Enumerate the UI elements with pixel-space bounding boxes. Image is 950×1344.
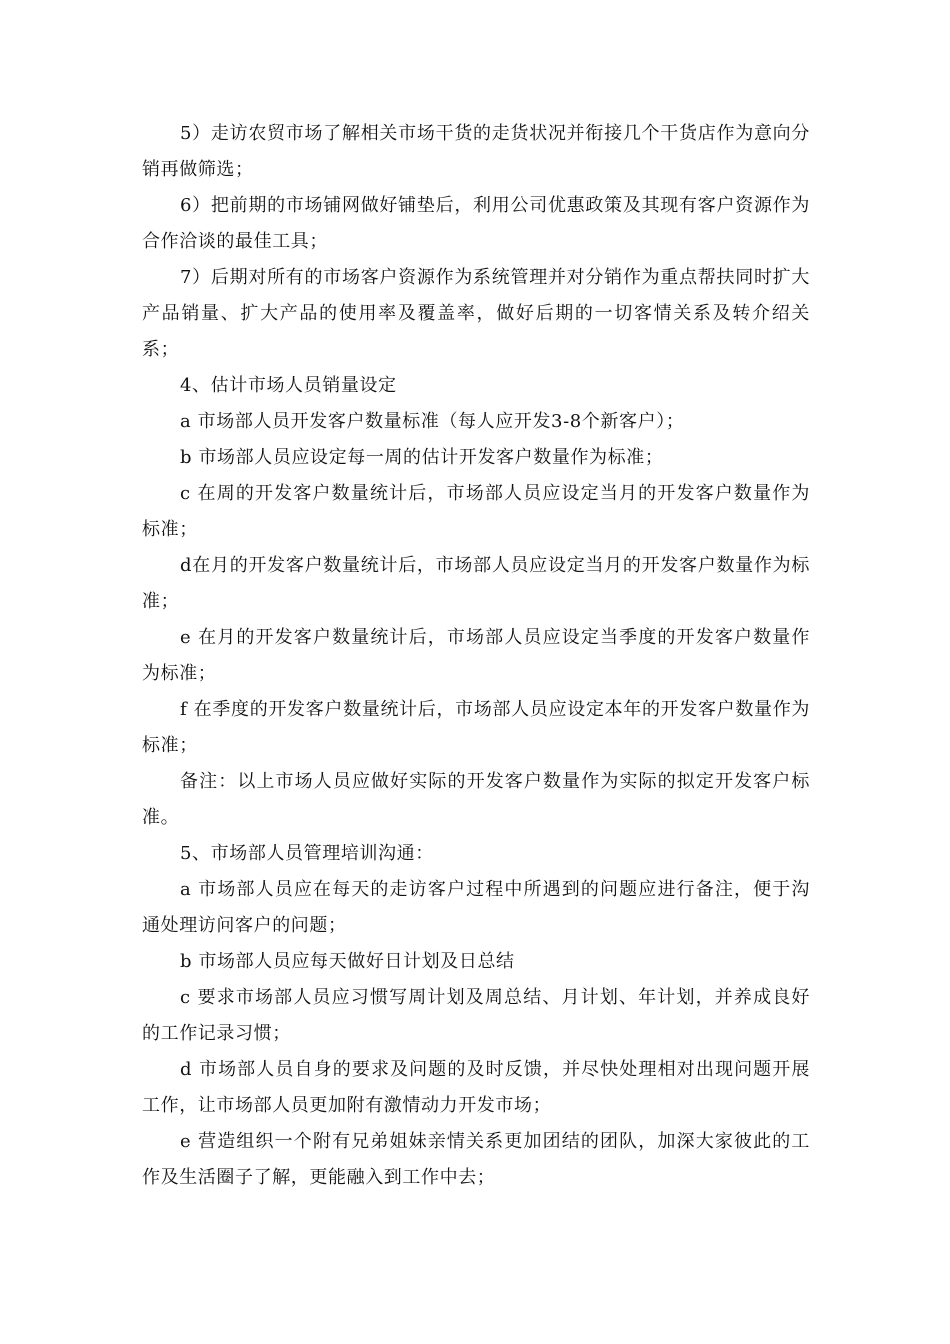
list-item-a-record-issues: a 市场部人员应在每天的走访客户过程中所遇到的问题应进行备注，便于沟通处理访问客户的问题； <box>142 879 810 936</box>
list-item-c-monthly-target: c 在周的开发客户数量统计后，市场部人员应设定当月的开发客户数量作为标准； <box>142 483 810 540</box>
list-item-a-customer-standard: a 市场部人员开发客户数量标准（每人应开发3-8个新客户）； <box>180 411 685 432</box>
list-item-b-weekly-target: b 市场部人员应设定每一周的估计开发客户数量作为标准； <box>180 447 664 468</box>
paragraph-5-visit-markets: 5）走访农贸市场了解相关市场干货的走货状况并衔接几个干货店作为意向分销再做筛选； <box>142 123 810 180</box>
paragraph-7-system-management: 7）后期对所有的市场客户资源作为系统管理并对分销作为重点帮扶同时扩大产品销量、扩大产品的使用率及覆盖率，做好后期的一切客情关系及转介绍关系； <box>142 267 810 360</box>
list-item-e-quarterly-target: e 在月的开发客户数量统计后，市场部人员应设定当季度的开发客户数量作为标准； <box>142 627 810 684</box>
section-heading-4-sales-targets: 4、估计市场人员销量设定 <box>180 375 397 396</box>
document-body <box>142 116 810 1196</box>
list-item-d-feedback: d 市场部人员自身的要求及问题的及时反馈，并尽快处理相对出现问题开展工作，让市场部人员更加附有激情动力开发市场； <box>142 1059 810 1116</box>
list-item-c-planning-habits: c 要求市场部人员应习惯写周计划及周总结、月计划、年计划，并养成良好的工作记录习惯； <box>142 987 810 1044</box>
list-item-b-daily-plan: b 市场部人员应每天做好日计划及日总结 <box>180 951 515 972</box>
section-heading-5-training: 5、市场部人员管理培训沟通： <box>180 843 434 864</box>
list-item-e-team-building: e 营造组织一个附有兄弟姐妹亲情关系更加团结的团队，加深大家彼此的工作及生活圈子了解，更能融入到工作中去； <box>142 1131 810 1188</box>
paragraph-6-use-policies: 6）把前期的市场铺网做好铺垫后，利用公司优惠政策及其现有客户资源作为合作洽谈的最佳工具； <box>142 195 810 252</box>
list-item-f-yearly-target: f 在季度的开发客户数量统计后，市场部人员应设定本年的开发客户数量作为标准； <box>142 699 810 756</box>
remark-paragraph: 备注：以上市场人员应做好实际的开发客户数量作为实际的拟定开发客户标准。 <box>142 771 810 828</box>
list-item-d-monthly-target: d在月的开发客户数量统计后，市场部人员应设定当月的开发客户数量作为标准； <box>142 555 810 612</box>
